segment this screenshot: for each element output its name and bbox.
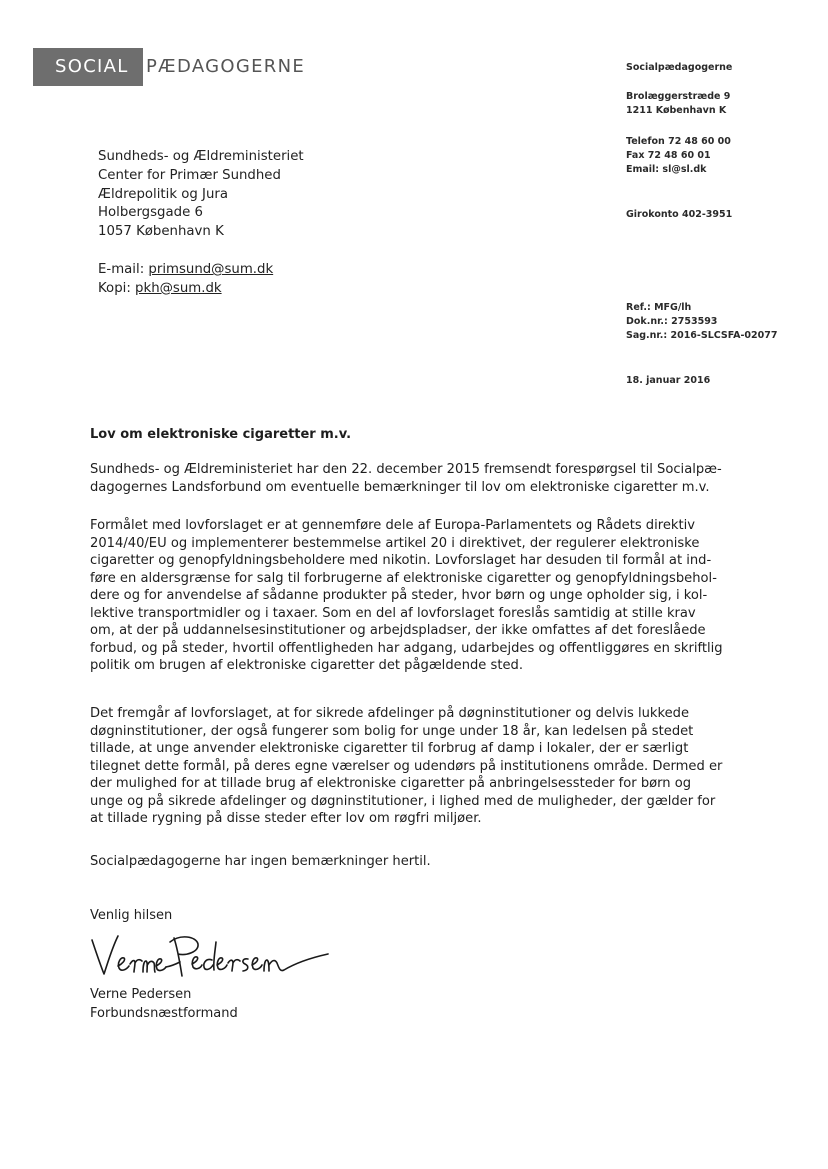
logo-text-paedagogerne: PÆDAGOGERNE	[146, 56, 306, 77]
text-line: Det fremgår af lovforslaget, at for sikrede afdelinger på døgninstitutioner og delvis lukkede	[90, 706, 690, 721]
signature-text: Verne Pedersen	[88, 928, 96, 929]
sender-email: Email: sl@sl.dk	[626, 164, 707, 175]
text-line: forbud, og på steder, hvortil offentligheden har adgang, udarbejdes og offentliggøres en skriftlig	[90, 640, 723, 656]
sender-street: Brolæggerstræde 9	[626, 91, 731, 102]
recipient-address	[98, 148, 304, 242]
recipient-copy-line	[98, 280, 273, 299]
letter-date: 18. januar 2016	[626, 375, 711, 386]
signature-drawing	[88, 928, 338, 983]
text-line: Sundheds- og Ældreministeriet har den 22. december 2015 fremsendt forespørgsel til Socialpæ-	[90, 462, 722, 477]
text-line: dere og for anvendelse af sådanne produkter på steder, hvor børn og unge opholder sig, i kol-	[90, 588, 708, 603]
text-line: dagogernes Landsforbund om eventuelle bemærkninger til lov om elektroniske cigaretter m.v.	[90, 479, 710, 495]
signer-block	[90, 986, 238, 1023]
text-line: 2014/40/EU og implementerer bestemmelse artikel 20 i direktivet, der regulerer elektroniske	[90, 535, 700, 551]
signer-title: Forbundsnæstformand	[90, 1005, 238, 1021]
email-label: E-mail:	[98, 262, 149, 277]
sender-fax: Fax 72 48 60 01	[626, 150, 711, 161]
logo	[33, 48, 333, 86]
paragraph-purpose	[90, 517, 750, 675]
recipient-line: Holbergsgade 6	[98, 205, 203, 221]
reference-case: Sag.nr.: 2016-SLCSFA-02077	[626, 330, 778, 341]
paragraph-conclusion	[90, 853, 750, 871]
text-line: at tillade rygning på disse steder efter lov om røgfri miljøer.	[90, 811, 482, 826]
reference-block	[626, 301, 778, 343]
closing-greeting: Venlig hilsen	[90, 908, 173, 923]
logo-text-social: SOCIAL	[55, 56, 129, 77]
reference-ref: Ref.: MFG/lh	[626, 302, 692, 313]
text-line: tillade, at unge anvender elektroniske cigaretter til forbrug af damp i lokaler, der er særligt	[90, 741, 689, 756]
paragraph-institutions	[90, 705, 750, 828]
text-line: om, at der på uddannelsesinstitutioner og arbejdspladser, der ikke omfattes af det foreslåede	[90, 623, 706, 638]
text-line: Formålet med lovforslaget er at gennemføre dele af Europa-Parlamentets og Rådets direktiv	[90, 518, 696, 533]
sender-phone: Telefon 72 48 60 00	[626, 136, 731, 147]
reference-doc: Dok.nr.: 2753593	[626, 316, 718, 327]
recipient-line: Center for Primær Sundhed	[98, 167, 281, 183]
recipient-line: Sundheds- og Ældreministeriet	[98, 149, 304, 164]
text-line: lektive transportmidler og i taxaer. Som en del af lovforslaget foreslås samtidig at stille krav	[90, 605, 696, 621]
text-line: Socialpædagogerne har ingen bemærkninger hertil.	[90, 854, 431, 869]
sender-contact	[626, 135, 731, 177]
recipient-line: 1057 København K	[98, 224, 224, 240]
text-line: tilegnet dette formål, på deres egne værelser og udendørs på institutionens område. Dermed er	[90, 758, 723, 774]
recipient-contact	[98, 261, 273, 299]
copy-label: Kopi:	[98, 280, 136, 296]
sender-org: Socialpædagogerne	[626, 62, 733, 73]
sender-address	[626, 90, 730, 118]
email-link[interactable]: primsund@sum.dk	[148, 262, 274, 277]
text-line: føre en aldersgrænse for salg til forbrugerne af elektroniske cigaretter og genopfyldningsbehol-	[90, 570, 717, 586]
letter-subject: Lov om elektroniske cigaretter m.v.	[90, 427, 352, 442]
text-line: døgninstitutioner, der også fungerer som bolig for unge under 18 år, kan ledelsen på stedet	[90, 723, 694, 739]
text-line: unge og på sikrede afdelinger og døgninstitutioner, i lighed med de muligheder, der gælder for	[90, 793, 716, 809]
sender-city: 1211 København K	[626, 105, 727, 116]
text-line: politik om brugen af elektroniske cigaretter det pågældende sted.	[90, 658, 524, 673]
text-line: cigaretter og genopfyldningsbeholdere med nikotin. Lovforslaget har desuden til formål at ind-	[90, 553, 712, 568]
copy-link[interactable]: pkh@sum.dk	[135, 280, 222, 296]
signer-name: Verne Pedersen	[90, 987, 192, 1002]
paragraph-intro	[90, 461, 750, 496]
sender-giro: Girokonto 402-3951	[626, 209, 733, 220]
recipient-email-line	[98, 261, 273, 280]
handwritten-signature	[88, 928, 338, 983]
text-line: der mulighed for at tillade brug af elektroniske cigaretter på anbringelsessteder for børn og	[90, 776, 692, 791]
recipient-line: Ældrepolitik og Jura	[98, 186, 229, 202]
